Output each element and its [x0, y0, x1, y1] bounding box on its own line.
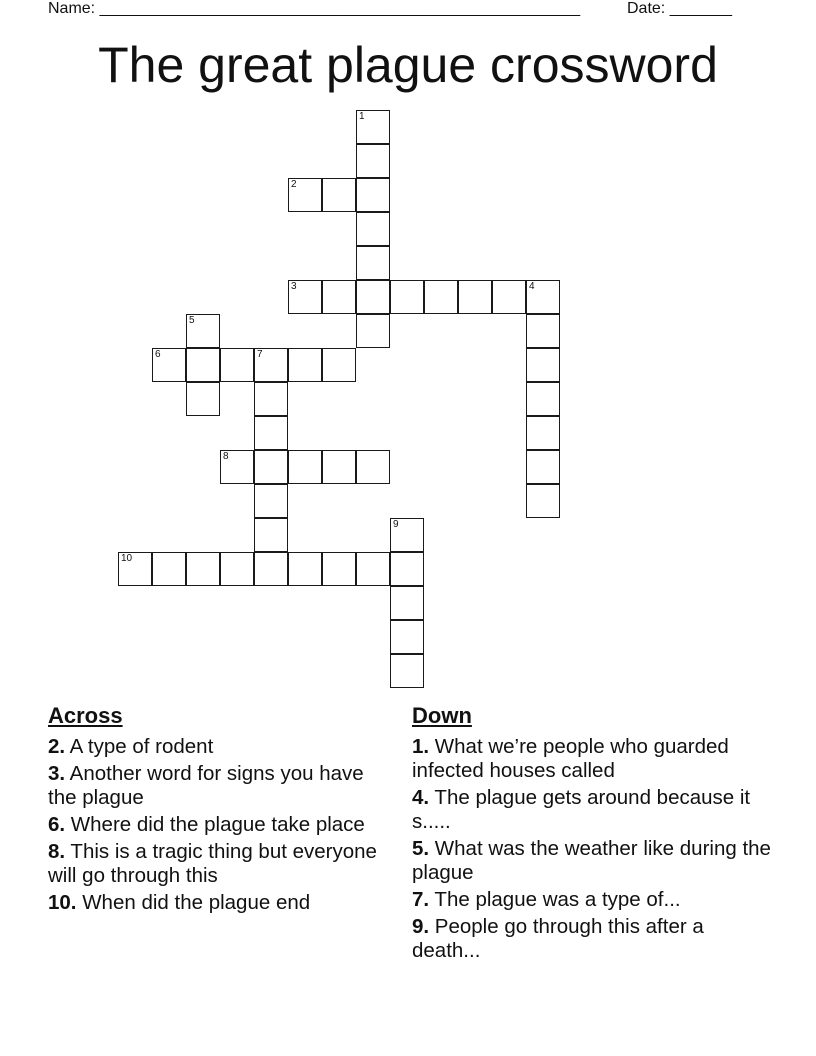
name-field-label: Name: ______________________________________________________	[48, 0, 581, 17]
crossword-cell[interactable]	[288, 552, 322, 586]
crossword-cell[interactable]	[220, 450, 254, 484]
crossword-cell[interactable]	[322, 450, 356, 484]
clue-number: 6.	[48, 813, 66, 836]
cell-number: 1	[359, 111, 365, 122]
clue-down-7	[412, 888, 772, 912]
crossword-cell[interactable]	[152, 552, 186, 586]
clue-number: 2.	[48, 735, 66, 758]
page-title: The great plague crossword	[98, 37, 718, 93]
crossword-cell[interactable]	[356, 552, 390, 586]
crossword-cell[interactable]	[322, 280, 356, 314]
crossword-cell[interactable]	[526, 484, 560, 518]
clue-text: People go through this after a death...	[412, 915, 704, 962]
clue-number: 3.	[48, 762, 66, 785]
crossword-cell[interactable]	[288, 178, 322, 212]
crossword-cell[interactable]	[254, 382, 288, 416]
cell-number: 10	[121, 553, 133, 564]
crossword-cell[interactable]	[356, 144, 390, 178]
crossword-cell[interactable]	[322, 178, 356, 212]
cell-number: 7	[257, 349, 263, 360]
crossword-cell[interactable]	[356, 314, 390, 348]
cell-number: 3	[291, 281, 297, 292]
date-field-label: Date: _______	[627, 0, 732, 17]
crossword-cell[interactable]	[526, 280, 560, 314]
clue-text: When did the plague end	[76, 891, 311, 914]
cell-number: 9	[393, 519, 399, 530]
clue-across-8	[48, 840, 388, 888]
crossword-cell[interactable]	[254, 552, 288, 586]
clue-text: A type of rodent	[65, 735, 214, 758]
crossword-cell[interactable]	[322, 348, 356, 382]
down-clues	[412, 703, 772, 966]
crossword-cell[interactable]	[186, 348, 220, 382]
crossword-cell[interactable]	[118, 552, 152, 586]
crossword-cell[interactable]	[526, 348, 560, 382]
across-clues	[48, 703, 388, 918]
clue-number: 5.	[412, 837, 430, 860]
crossword-cell[interactable]	[152, 348, 186, 382]
cell-number: 2	[291, 179, 297, 190]
crossword-cell[interactable]	[186, 552, 220, 586]
cell-number: 4	[529, 281, 535, 292]
clue-across-6	[48, 813, 388, 837]
clue-number: 10.	[48, 891, 77, 914]
crossword-cell[interactable]	[254, 484, 288, 518]
crossword-cell[interactable]	[390, 280, 424, 314]
crossword-cell[interactable]	[526, 314, 560, 348]
crossword-cell[interactable]	[390, 586, 424, 620]
clue-text: This is a tragic thing but everyone will go through this	[48, 840, 377, 887]
across-heading: Across	[48, 703, 123, 728]
clue-text: Another word for signs you have the plague	[48, 762, 364, 809]
crossword-cell[interactable]	[492, 280, 526, 314]
crossword-cell[interactable]	[254, 518, 288, 552]
clue-text: The plague was a type of...	[429, 888, 681, 911]
clue-number: 1.	[412, 735, 430, 758]
clue-text: Where did the plague take place	[65, 813, 365, 836]
clue-down-4	[412, 786, 772, 834]
crossword-cell[interactable]	[390, 552, 424, 586]
clue-down-1	[412, 735, 772, 783]
cell-number: 8	[223, 451, 229, 462]
crossword-cell[interactable]	[356, 450, 390, 484]
cell-number: 6	[155, 349, 161, 360]
clue-text: The plague gets around because it s.....	[412, 786, 751, 833]
crossword-cell[interactable]	[526, 416, 560, 450]
clue-down-9	[412, 915, 772, 963]
crossword-cell[interactable]	[186, 382, 220, 416]
crossword-cell[interactable]	[356, 246, 390, 280]
down-heading: Down	[412, 703, 472, 728]
clue-number: 4.	[412, 786, 430, 809]
clue-across-10	[48, 891, 388, 915]
crossword-cell[interactable]	[254, 450, 288, 484]
crossword-cell[interactable]	[390, 518, 424, 552]
clue-across-2	[48, 735, 388, 759]
crossword-cell[interactable]	[288, 280, 322, 314]
clue-across-3	[48, 762, 388, 810]
crossword-cell[interactable]	[220, 348, 254, 382]
cell-number: 5	[189, 315, 195, 326]
clue-text: What was the weather like during the plague	[412, 837, 771, 884]
crossword-cell[interactable]	[356, 212, 390, 246]
crossword-cell[interactable]	[220, 552, 254, 586]
crossword-cell[interactable]	[356, 178, 390, 212]
crossword-cell[interactable]	[186, 314, 220, 348]
crossword-cell[interactable]	[356, 280, 390, 314]
crossword-cell[interactable]	[458, 280, 492, 314]
crossword-cell[interactable]	[254, 416, 288, 450]
crossword-cell[interactable]	[288, 450, 322, 484]
crossword-cell[interactable]	[356, 110, 390, 144]
crossword-cell[interactable]	[526, 450, 560, 484]
clue-number: 9.	[412, 915, 430, 938]
clue-text: What we’re people who guarded infected houses called	[412, 735, 729, 782]
crossword-cell[interactable]	[288, 348, 322, 382]
clue-number: 8.	[48, 840, 66, 863]
clue-number: 7.	[412, 888, 430, 911]
crossword-cell[interactable]	[424, 280, 458, 314]
crossword-cell[interactable]	[254, 348, 288, 382]
crossword-cell[interactable]	[390, 654, 424, 688]
clue-down-5	[412, 837, 772, 885]
crossword-cell[interactable]	[526, 382, 560, 416]
crossword-cell[interactable]	[390, 620, 424, 654]
crossword-cell[interactable]	[322, 552, 356, 586]
